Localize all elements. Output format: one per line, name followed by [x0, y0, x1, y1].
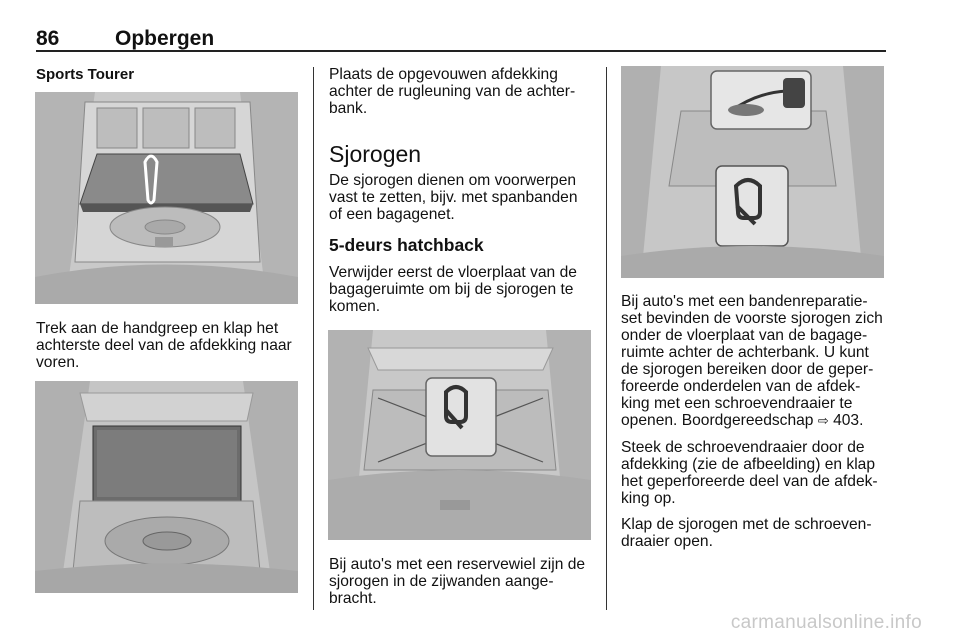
text-line: afdekking (zie de afbeelding) en klap	[621, 456, 875, 473]
text-spare-wheel-lashing	[329, 556, 599, 607]
text-line: de sjorogen bereiken door de geper-	[621, 361, 874, 378]
text-sjorogen-intro	[329, 172, 599, 223]
text-fragment: openen. Boordgereedschap	[621, 412, 814, 429]
figure-hatchback-front-lashing-eye	[621, 66, 884, 278]
text-line: king op.	[621, 490, 676, 507]
text-repair-kit-lashing	[621, 293, 891, 429]
text-line: Bij auto's met een bandenreparatie-	[621, 293, 868, 310]
text-screwdriver-instructions	[621, 439, 891, 507]
text-line: vast te zetten, bijv. met spanbanden	[329, 189, 578, 206]
text-line: achterste deel van de afdekking naar	[36, 337, 292, 354]
text-stow-cover	[329, 66, 599, 117]
text-line: Plaats de opgevouwen afdekking	[329, 66, 558, 83]
text-line: ruimte achter de achterbank. U kunt	[621, 344, 869, 361]
text-line: komen.	[329, 298, 381, 315]
figure-hatchback-side-lashing-eye	[328, 330, 591, 540]
text-line: onder de vloerplaat van de bagage-	[621, 327, 868, 344]
text-line: Bij auto's met een reservewiel zijn de	[329, 556, 586, 573]
figure-sports-tourer-spare-well	[35, 381, 298, 593]
text-line: bracht.	[329, 590, 377, 607]
text-hatchback-instructions	[329, 264, 599, 315]
text-line: Klap de sjorogen met de schroeven-	[621, 516, 872, 533]
figure-sports-tourer-cover	[35, 92, 298, 304]
text-open-lashing-eyes	[621, 516, 891, 550]
text-line: het geperforeerde deel van de afdek-	[621, 473, 878, 490]
header-rule	[36, 50, 886, 52]
column-divider-2	[606, 67, 607, 610]
text-line: sjorogen in de zijwanden aange-	[329, 573, 554, 590]
text-line: De sjorogen dienen om voorwerpen	[329, 172, 577, 189]
text-line: bank.	[329, 100, 368, 117]
text-line: set bevinden de voorste sjorogen zich	[621, 310, 883, 327]
text-line: bagageruimte om bij de sjorogen te	[329, 281, 574, 298]
page-title: Opbergen	[115, 27, 215, 50]
text-line: of een bagagenet.	[329, 206, 455, 223]
page-reference[interactable]: 403.	[833, 412, 864, 429]
page-ref-arrow-icon: ⇨	[817, 413, 829, 428]
text-line: voren.	[36, 354, 80, 371]
text-sports-tourer-instructions	[36, 320, 306, 371]
page-number: 86	[36, 27, 60, 50]
text-line: Trek aan de handgreep en klap het	[36, 320, 279, 337]
text-line: draaier open.	[621, 533, 713, 550]
subheading-sports-tourer: Sports Tourer	[36, 66, 135, 83]
subheading-hatchback: 5-deurs hatchback	[329, 235, 484, 255]
text-line: king met een schroevendraaier te	[621, 395, 853, 412]
text-line: Steek de schroevendraaier door de	[621, 439, 865, 456]
text-line: foreerde onderdelen van de afdek-	[621, 378, 861, 395]
text-line	[621, 412, 891, 429]
watermark: carmanualsonline.info	[730, 612, 922, 633]
column-divider-1	[313, 67, 314, 610]
text-line: achter de rugleuning van de achter-	[329, 83, 576, 100]
text-line: Verwijder eerst de vloerplaat van de	[329, 264, 577, 281]
section-heading-sjorogen: Sjorogen	[329, 141, 422, 167]
